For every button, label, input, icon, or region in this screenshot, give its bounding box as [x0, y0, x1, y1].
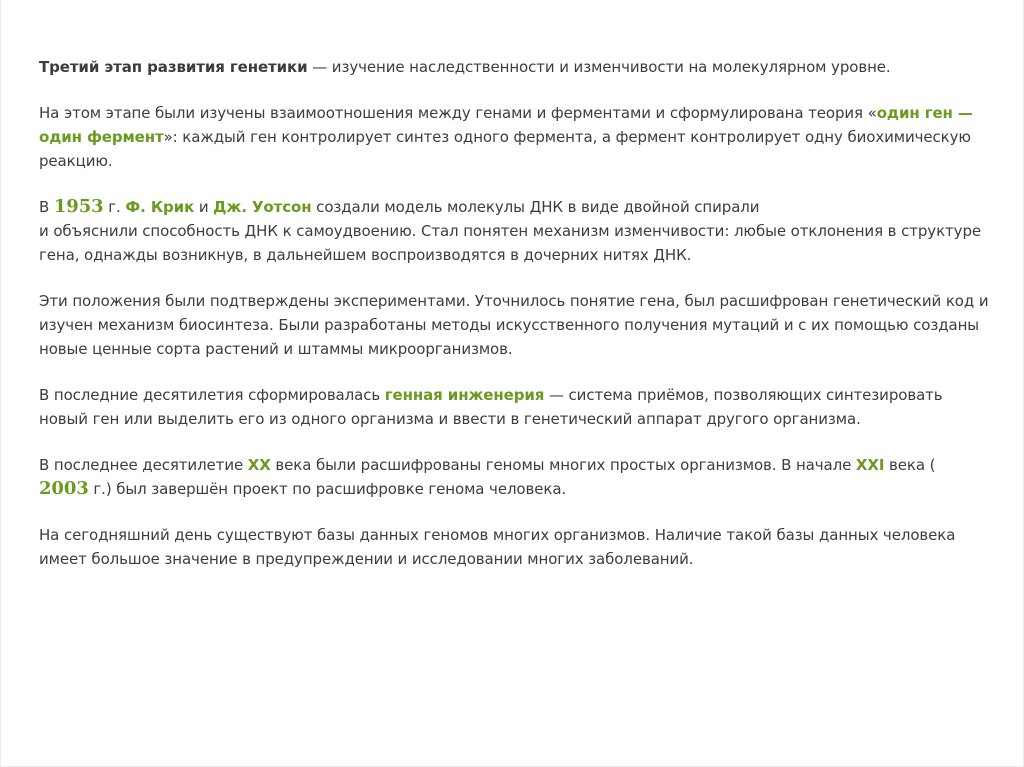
- lead-heading: Третий этап развития генетики: [39, 58, 308, 76]
- text: и объяснили способность ДНК к самоудвоению. Стал понятен механизм изменчивости: любые отклонения в структуре гена, однажды возникнув, в дальнейшем воспроизводятся в дочерних нитях ДНК.: [39, 222, 981, 264]
- year-1953: 1953: [53, 196, 104, 217]
- year-2003: 2003: [39, 478, 89, 499]
- paragraph-dna-model: [39, 195, 989, 267]
- text: Эти положения были подтверждены экспериментами. Уточнилось понятие гена, был расшифрован генетический код и изучен механизм биосинтеза. Были разработаны методы искусственного получения мутаций и с их помощью созданы новые ценные сорта растений и штаммы микроорганизмов.: [39, 292, 989, 358]
- highlight-watson: Дж. Уотсон: [213, 198, 312, 216]
- text: г.: [103, 198, 126, 216]
- highlight-genetic-engineering: генная инженерия: [384, 386, 545, 404]
- text: — система приёмов, позволяющих синтезировать новый ген или выделить его из одного организма и ввести в генетический аппарат другого организма.: [39, 386, 943, 428]
- text: В последнее десятилетие: [39, 456, 248, 474]
- text: На этом этапе были изучены взаимоотношения между генами и ферментами и сформулирована теория «: [39, 104, 877, 122]
- text: г.) был завершён проект по расшифровке генома человека.: [88, 480, 567, 498]
- text: создали модель молекулы ДНК в виде двойной спирали: [311, 198, 760, 216]
- paragraph-databases: [39, 523, 989, 571]
- text: В: [39, 198, 54, 216]
- text: На сегодняшний день существуют базы данных геномов многих организмов. Наличие такой базы данных человека имеет большое значение в предупреждении и исследовании многих заболеваний.: [39, 526, 956, 568]
- paragraph-genomes: [39, 453, 989, 501]
- text: века были расшифрованы геномы многих простых организмов. В начале: [270, 456, 856, 474]
- lead-text: — изучение наследственности и изменчивости на молекулярном уровне.: [307, 58, 891, 76]
- highlight-century-xx: XX: [247, 456, 271, 474]
- paragraph-third-stage: [39, 55, 989, 79]
- text: В последние десятилетия сформировалась: [39, 386, 385, 404]
- paragraph-genetic-engineering: [39, 383, 989, 431]
- paragraph-gene-enzyme: [39, 101, 989, 173]
- text: и: [194, 198, 214, 216]
- text: века (: [884, 456, 936, 474]
- text: »: каждый ген контролирует синтез одного фермента, а фермент контролирует одну биохимическую реакцию.: [39, 128, 971, 170]
- highlight-century-xxi: XXI: [855, 456, 885, 474]
- slide-content: [39, 55, 989, 593]
- highlight-crick: Ф. Крик: [125, 198, 195, 216]
- paragraph-experiments: [39, 289, 989, 361]
- highlight-one-gene-one-enzyme: один ген — один фермент: [39, 104, 973, 146]
